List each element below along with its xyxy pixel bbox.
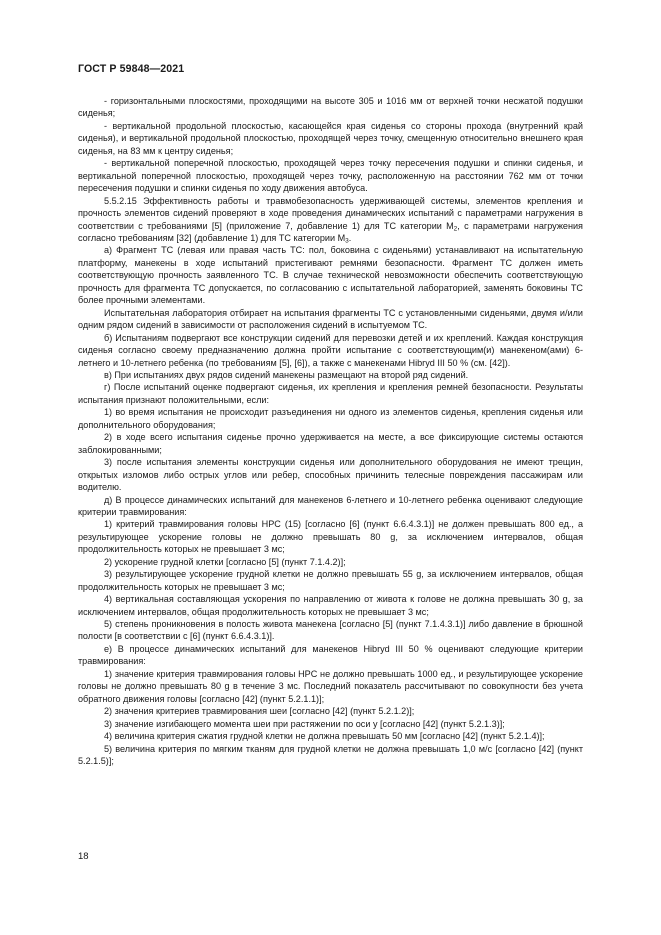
- paragraph: - вертикальной поперечной плоскостью, проходящей через точку пересечения подушки и спинки сиденья, и вертикальной поперечной плоскостью, проходящей через точку, расположенную на расстоянии 762 мм от точки пересечения подушки и спинки сиденья по ходу движения автобуса.: [78, 158, 583, 194]
- paragraph: Испытательная лаборатория отбирает на испытания фрагменты ТС с установленными сиденьями, двумя и/или одним рядом сидений в зависимости от расположения сидений в испытуемом ТС.: [78, 307, 583, 331]
- paragraph: 5) величина критерия по мягким тканям для грудной клетки не должна превышать 1,0 м/с [согласно [42] (пункт 5.2.1.5)];: [78, 743, 583, 767]
- paragraph: г) После испытаний оценке подвергают сиденья, их крепления и крепления ремней безопасности. Результаты испытания признают положительными, если:: [78, 382, 583, 405]
- paragraph: 3) после испытания элементы конструкции сиденья или дополнительного оборудования не имеют трещин, открытых изломов либо острых углов или ребер, способных причинить телесные повреждения пассажирам или водителю.: [78, 457, 583, 493]
- document-header: ГОСТ Р 59848—2021: [78, 63, 185, 75]
- paragraph: 3) результирующее ускорение грудной клетки не должно превышать 55 g, за исключением интервалов, общая продолжительность которых не превышает 3 мс;: [78, 569, 583, 592]
- paragraph: 1) значение критерия травмирования головы HPC не должно превышать 1000 ед., и результирующее ускорение головы не должно превышать 80 g в течение 3 мс. Последний показатель рассчитывают по совокупности без учета обратного движения головы [согласно [42] (пункт 5.2.1.1)];: [78, 668, 583, 704]
- paragraph: - вертикальной продольной плоскостью, касающейся края сиденья со стороны прохода (внутренний край сиденья), и вертикальной продольной плоскостью, проходящей через точку, смещенную относительно внешнего края сиденья, на 83 мм к центру сиденья;: [78, 120, 583, 156]
- paragraph: 4) вертикальная составляющая ускорения по направлению от живота к голове не должна превышать 30 g, за исключением интервалов, общая продолжительность которых не превышает 3 мс;: [78, 594, 583, 617]
- paragraph: 2) в ходе всего испытания сиденье прочно удерживается на месте, а все фиксирующие системы остаются заблокированными;: [78, 432, 583, 455]
- paragraph: 5.5.2.15 Эффективность работы и травмобезопасность удерживающей системы, элементов крепления и прочность элементов сидений проверяют в ходе проведения динамических испытаний с параметрами нагружения в соответствии с требованиями [5] (приложение 7, добавление 1) для ТС категории $M_2$, с параметрами нагружения согласно требованиям [32] (добавление 1) для ТС категории $M_3$.: [78, 195, 583, 245]
- paragraph: 1) критерий травмирования головы HPC (15) [согласно [6] (пункт 6.6.4.3.1)] не должен превышать 800 ед., а результирующее ускорение головы не должно превышать 80 g, за исключением интервалов, общая продолжительность которых не превышает 3 мс;: [78, 519, 583, 555]
- paragraph: 2) ускорение грудной клетки [согласно [5] (пункт 7.1.4.2)];: [104, 556, 346, 567]
- paragraph: 3) значение изгибающего момента шеи при растяжении по оси y [согласно [42] (пункт 5.2.1.3)];: [104, 718, 505, 729]
- paragraph: е) В процессе динамических испытаний для манекенов Hibryd III 50 % оценивают следующие критерии травмирования:: [78, 643, 583, 667]
- paragraph: 5) степень проникновения в полость живота манекена [согласно [5] (пункт 7.1.4.3.1)] либо давление в брюшной полости [в соответствии с [6] (пункт 6.6.4.3.1)].: [78, 619, 583, 642]
- paragraph: 4) величина критерия сжатия грудной клетки не должна превышать 50 мм [согласно [42] (пункт 5.2.1.4)];: [104, 731, 545, 742]
- page-number: 18: [78, 851, 89, 862]
- paragraph: - горизонтальными плоскостями, проходящими на высоте 305 и 1016 мм от верхней точки несжатой подушки сиденья;: [78, 96, 583, 119]
- paragraph: 2) значения критериев травмирования шеи [согласно [42] (пункт 5.2.1.2)];: [104, 706, 415, 717]
- document-body: [78, 95, 583, 767]
- paragraph: б) Испытаниям подвергают все конструкции сидений для перевозки детей и их креплений. Каждая конструкция сиденья согласно своему предназначению должна пройти испытание с соответствующим(и) манекеном(ами) 6-летнего и 10-летнего ребенка (по требованиям [5], [6]), а также с манекенами Hibryd III 50 % (см. [42]).: [78, 332, 583, 368]
- paragraph: а) Фрагмент ТС (левая или правая часть ТС: пол, боковина с сиденьями) устанавливают на испытательную платформу, манекены в ходе испытаний пристегивают ремнями безопасности. Фрагмент ТС должен иметь соответствующую прочность заявленного ТС. В случае технической невозможности обеспечить соответствующую прочность для фрагмента ТС допускается, по согласованию с испытательной лабораторией, заменять боковины ТС более прочными элементами.: [78, 245, 583, 306]
- paragraph: в) При испытаниях двух рядов сидений манекены размещают на второй ряд сидений.: [104, 369, 469, 380]
- paragraph: 1) во время испытания не происходит разъединения ни одного из элементов сиденья, крепления сиденья или дополнительного оборудования;: [78, 407, 583, 430]
- paragraph: д) В процессе динамических испытаний для манекенов 6-летнего и 10-летнего ребенка оценивают следующие критерии травмирования:: [78, 494, 583, 517]
